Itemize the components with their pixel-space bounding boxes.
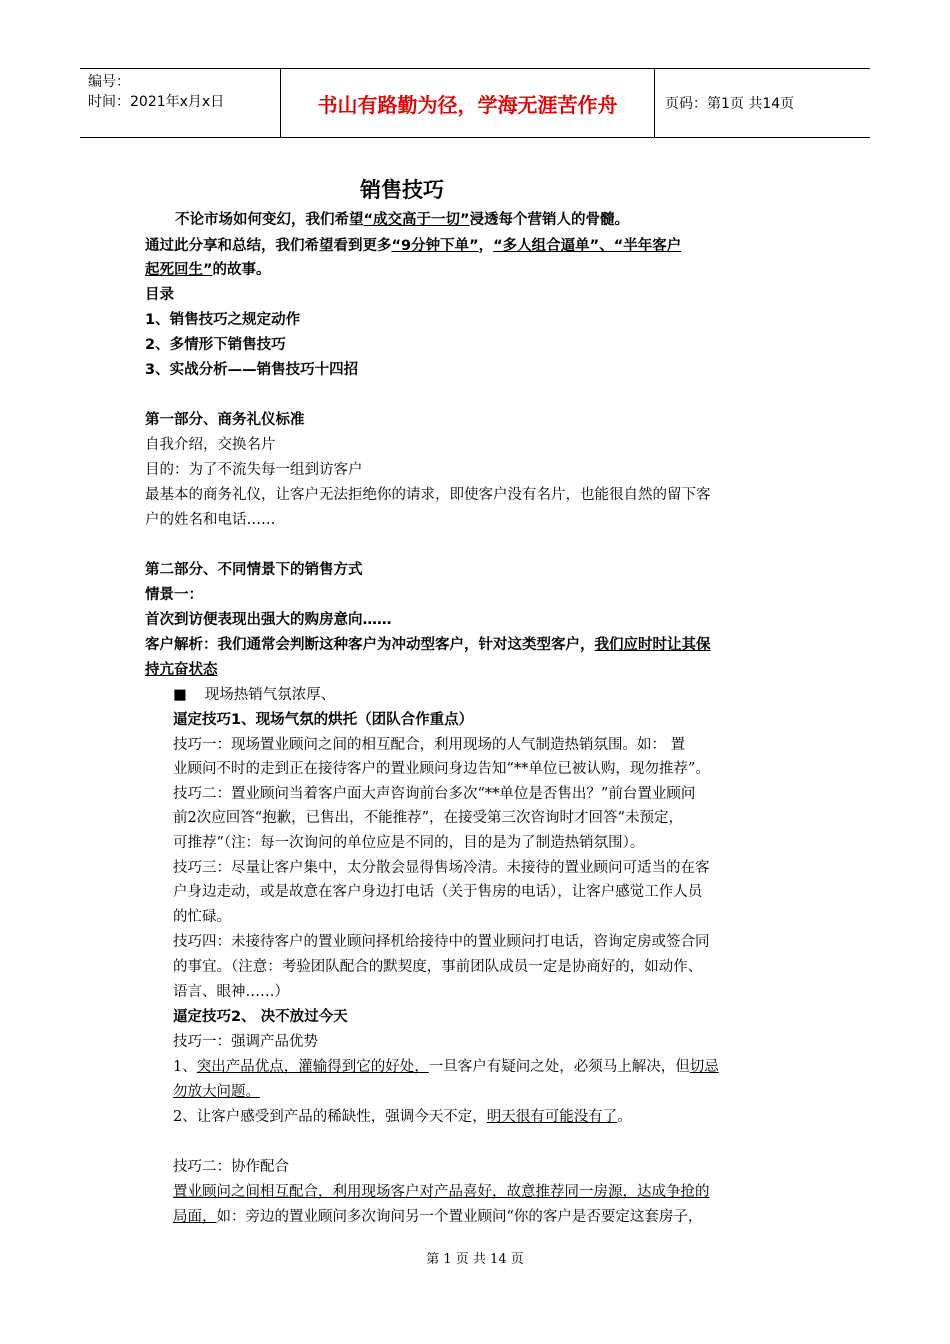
customer-analysis-line-1: 客户解析：我们通常会判断这种客户为冲动型客户，针对这类型客户，我们应时时让其保 bbox=[145, 637, 711, 653]
paragraph-line: 局面，如：旁边的置业顾问多次询问另一个置业顾问“你的客户是否要定这套房子， bbox=[173, 1209, 703, 1225]
paragraph-line: 勿放大问题。 bbox=[173, 1084, 260, 1100]
intro-line-3: 起死回生”的故事。 bbox=[145, 262, 271, 278]
toc-item: 2、多情形下销售技巧 bbox=[145, 337, 286, 353]
paragraph-line: 自我介绍，交换名片 bbox=[145, 437, 276, 453]
number-label: 编号： bbox=[88, 74, 130, 90]
header-left-cell bbox=[80, 69, 280, 137]
scene-label: 情景一： bbox=[145, 587, 203, 603]
date-label: 时间：2021年x月x日 bbox=[88, 94, 225, 110]
paragraph-line: 前2次应回答“抱歉，已售出，不能推荐”，在接受第三次咨询时才回答“未预定， bbox=[173, 810, 683, 826]
part1-heading: 第一部分、商务礼仪标准 bbox=[145, 412, 305, 428]
toc-item: 3、实战分析——销售技巧十四招 bbox=[145, 362, 359, 378]
document-header bbox=[80, 68, 870, 138]
header-motto: 书山有路勤为径，学海无涯苦作舟 bbox=[280, 69, 655, 137]
toc-item: 1、销售技巧之规定动作 bbox=[145, 312, 301, 328]
paragraph-line: 技巧一：现场置业顾问之间的相互配合，利用现场的人气制造热销氛围。如： 置 bbox=[173, 737, 686, 753]
square-bullet-icon: ■ bbox=[173, 687, 187, 703]
paragraph-line: 语言、眼神……） bbox=[173, 984, 289, 1000]
paragraph-line: 户的姓名和电话…… bbox=[145, 512, 276, 528]
intro-line-1: 不论市场如何变幻，我们希望“成交高于一切”浸透每个营销人的骨髓。 bbox=[175, 212, 630, 228]
paragraph-line: 业顾问不时的走到正在接待客户的置业顾问身边告知“**单位已被认购，现勿推荐”。 bbox=[173, 761, 710, 777]
bullet-item: ■ 现场热销气氛浓厚、 bbox=[173, 687, 336, 703]
paragraph-line: 目的：为了不流失每一组到访客户 bbox=[145, 462, 363, 478]
customer-analysis-line-2: 持亢奋状态 bbox=[145, 662, 218, 678]
page-code: 页码：第1页 共14页 bbox=[665, 96, 795, 112]
paragraph-line: 2、让客户感受到产品的稀缺性，强调今天不定，明天很有可能没有了。 bbox=[173, 1109, 632, 1125]
paragraph-line: 技巧二：置业顾问当着客户面大声咨询前台多次“**单位是否售出？”前台置业顾问 bbox=[173, 786, 696, 802]
technique-1-title: 逼定技巧1、现场气氛的烘托（团队合作重点） bbox=[173, 712, 474, 728]
intro-line-2: 通过此分享和总结，我们希望看到更多“9分钟下单”，“多人组合逼单”、“半年客户 bbox=[145, 238, 682, 254]
paragraph-line: 的忙碌。 bbox=[173, 909, 231, 925]
part2-heading: 第二部分、不同情景下的销售方式 bbox=[145, 562, 363, 578]
paragraph-line: 最基本的商务礼仪，让客户无法拒绝你的请求，即使客户没有名片，也能很自然的留下客 bbox=[145, 487, 711, 503]
paragraph-line: 1、突出产品优点，灌输得到它的好处，一旦客户有疑问之处，必须马上解决，但切忌 bbox=[173, 1059, 719, 1075]
technique-2-title: 逼定技巧2、 决不放过今天 bbox=[173, 1009, 348, 1025]
paragraph-line: 技巧四：未接待客户的置业顾问择机给接待中的置业顾问打电话，咨询定房或签合同 bbox=[173, 934, 710, 950]
page-footer: 第 1 页 共 14 页 bbox=[426, 1252, 524, 1267]
scene-description: 首次到访便表现出强大的购房意向…… bbox=[145, 612, 392, 628]
toc-heading: 目录 bbox=[145, 287, 174, 303]
paragraph-line: 置业顾问之间相互配合，利用现场客户对产品喜好，故意推荐同一房源，达成争抢的 bbox=[173, 1184, 710, 1200]
paragraph-line: 户身边走动，或是故意在客户身边打电话（关于售房的电话），让客户感觉工作人员 bbox=[173, 884, 703, 900]
paragraph-line: 技巧一：强调产品优势 bbox=[173, 1034, 318, 1050]
paragraph-line: 的事宜。（注意：考验团队配合的默契度，事前团队成员一定是协商好的，如动作、 bbox=[173, 959, 703, 975]
page-title: 销售技巧 bbox=[360, 178, 444, 202]
paragraph-line: 可推荐”（注：每一次询问的单位应是不同的，目的是为了制造热销氛围）。 bbox=[173, 835, 645, 851]
paragraph-line: 技巧三：尽量让客户集中，太分散会显得售场冷清。未接待的置业顾问可适当的在客 bbox=[173, 860, 710, 876]
paragraph-line: 技巧二：协作配合 bbox=[173, 1159, 289, 1175]
